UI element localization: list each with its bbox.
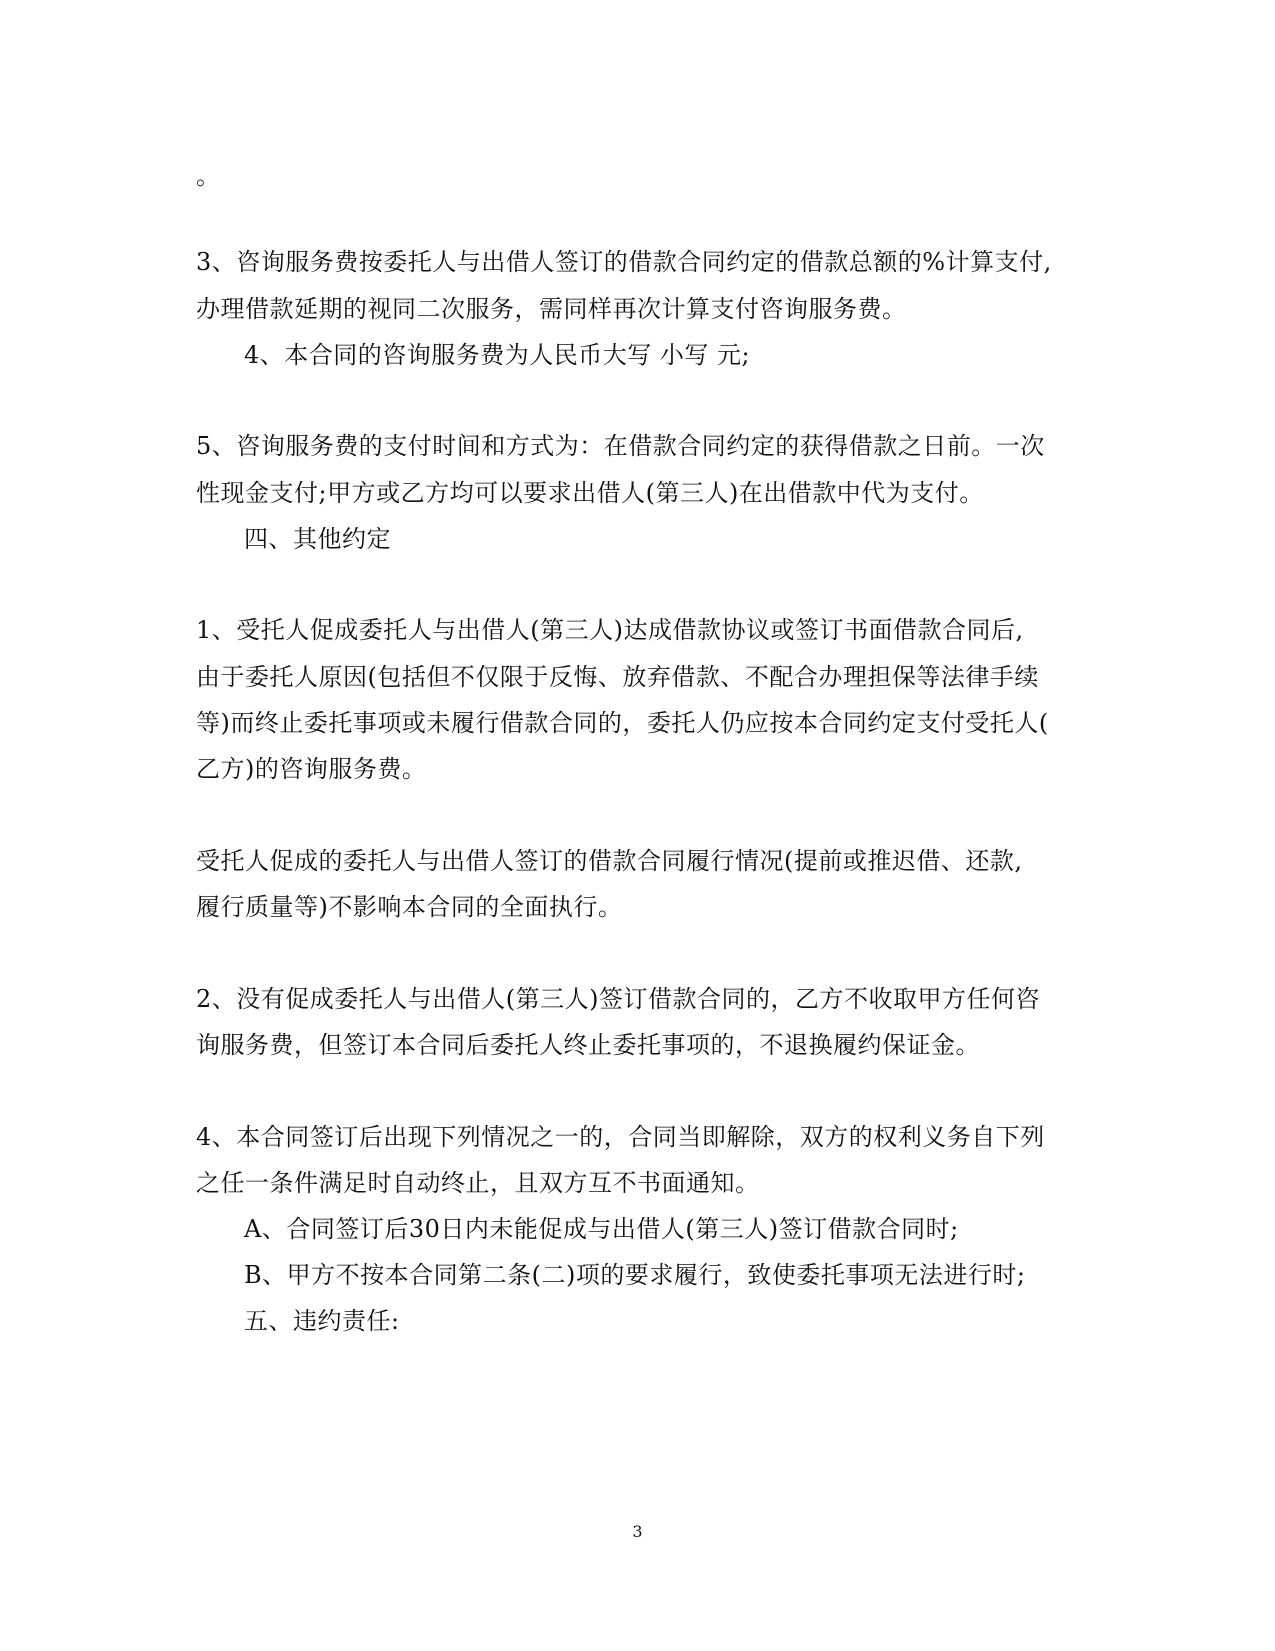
page-number: 3 — [632, 1522, 643, 1541]
text-line: 2、没有促成委托人与出借人(第三人)签订借款合同的，乙方不收取甲方任何咨 — [196, 985, 1040, 1013]
text-line: 之任一条件满足时自动终止，且双方互不书面通知。 — [196, 1169, 760, 1197]
text-line: 4、本合同的咨询服务费为人民币大写 小写 元; — [244, 341, 751, 369]
text-line: 受托人促成的委托人与出借人签订的借款合同履行情况(提前或推迟借、还款, — [196, 847, 1023, 875]
text-line: 1、受托人促成委托人与出借人(第三人)达成借款协议或签订书面借款合同后, — [196, 616, 1024, 644]
text-line: 由于委托人原因(包括但不仅限于反悔、放弃借款、不配合办理担保等法律手续 — [196, 663, 1039, 691]
text-line: 履行质量等)不影响本合同的全面执行。 — [196, 893, 623, 921]
text-line: 。 — [196, 162, 221, 190]
text-line: 等)而终止委托事项或未履行借款合同的，委托人仍应按本合同约定支付受托人( — [196, 709, 1049, 737]
section-heading: 四、其他约定 — [244, 525, 391, 553]
text-line: 询服务费，但签订本合同后委托人终止委托事项的，不退换履约保证金。 — [196, 1031, 980, 1059]
text-line: B、甲方不按本合同第二条(二)项的要求履行，致使委托事项无法进行时; — [244, 1261, 1026, 1289]
text-line: A、合同签订后30日内未能促成与出借人(第三人)签订借款合同时; — [244, 1215, 959, 1243]
text-line: 性现金支付;甲方或乙方均可以要求出借人(第三人)在出借款中代为支付。 — [196, 479, 984, 507]
section-heading: 五、违约责任: — [244, 1307, 400, 1335]
text-line: 办理借款延期的视同二次服务，需同样再次计算支付咨询服务费。 — [196, 295, 907, 323]
text-line: 3、咨询服务费按委托人与出借人签订的借款合同约定的借款总额的%计算支付, — [196, 248, 1052, 276]
text-line: 4、本合同签订后出现下列情况之一的，合同当即解除，双方的权利义务自下列 — [196, 1123, 1045, 1151]
text-line: 乙方)的咨询服务费。 — [196, 755, 427, 783]
text-line: 5、咨询服务费的支付时间和方式为：在借款合同约定的获得借款之日前。一次 — [196, 432, 1045, 460]
